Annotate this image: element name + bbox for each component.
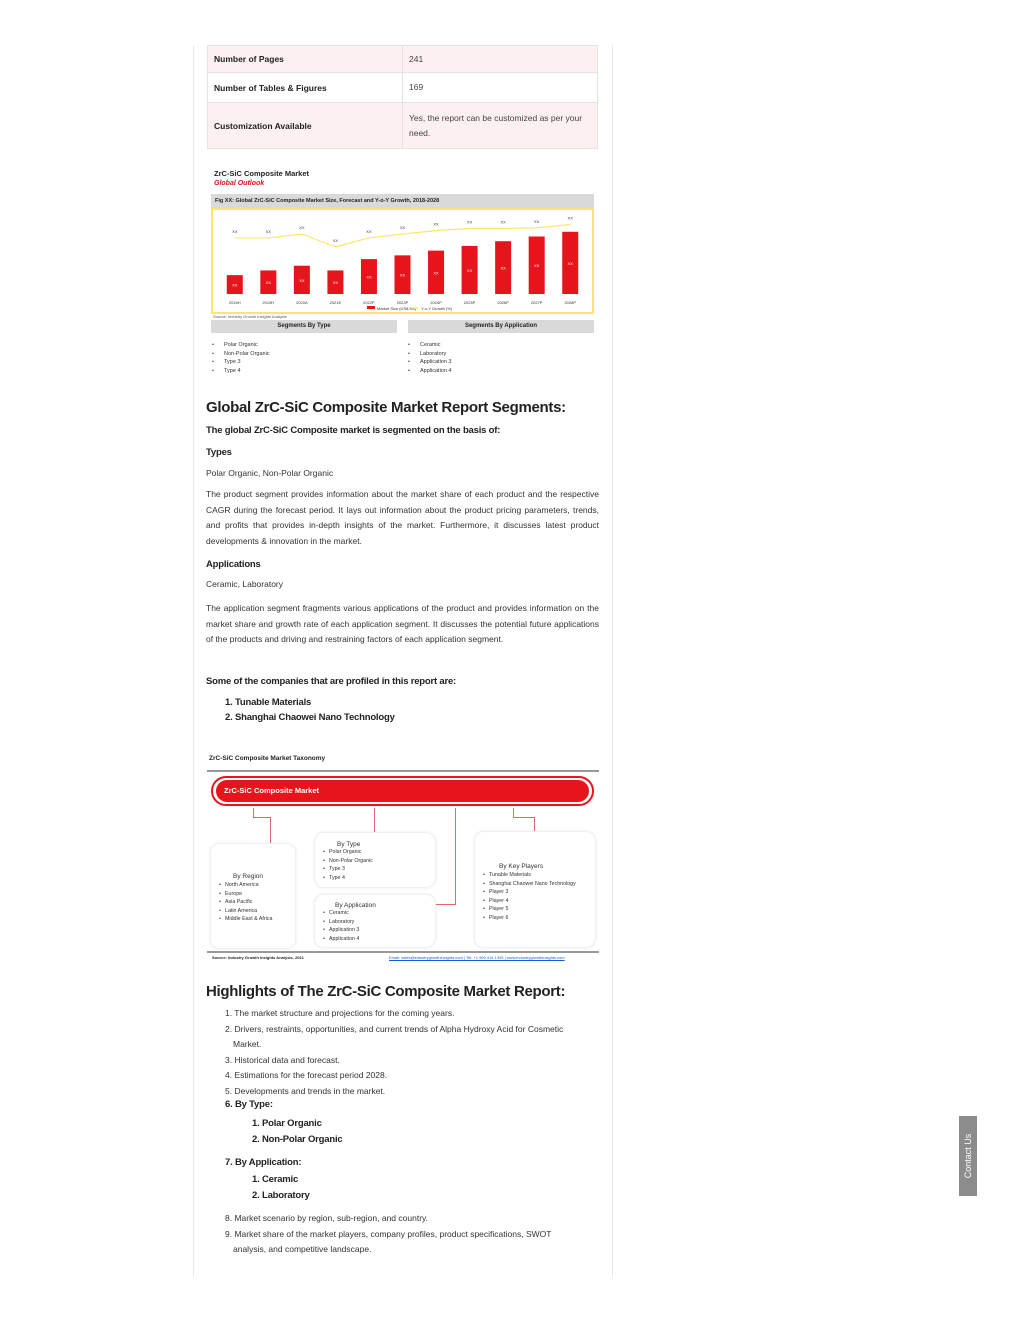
- line-data-label: XX: [299, 225, 305, 230]
- bar-data-label: XX: [332, 280, 339, 286]
- list-item: • Application 4: [408, 367, 452, 376]
- connector-line: [434, 904, 456, 905]
- segments-intro: The global ZrC-SiC Composite market is segmented on the basis of:: [206, 425, 501, 436]
- connector-line: [513, 808, 514, 817]
- by-type-heading: 6. By Type:: [225, 1099, 273, 1110]
- list-item: • Latin America: [215, 907, 295, 916]
- list-item: • Middle East & Africa: [215, 915, 295, 924]
- line-data-label: XX: [366, 228, 372, 234]
- table-value: Yes, the report can be customized as per your need.: [403, 103, 598, 149]
- list-item: 1. Polar Organic: [252, 1118, 322, 1129]
- list-item: • Ceramic: [408, 341, 452, 350]
- legend-label: Y-o-Y Growth (%): [421, 306, 453, 311]
- list-item: • North America: [215, 881, 295, 890]
- list-item: 8. Market scenario by region, sub-region, and country.: [225, 1213, 429, 1223]
- taxonomy-players-box: [474, 831, 596, 948]
- legend-label: Market Size (US$ Mn): [377, 306, 417, 311]
- segment-type-list: [212, 341, 270, 375]
- applications-heading: Applications: [206, 559, 261, 570]
- chart-source: Source: Industry Growth Insights Analysis: [213, 314, 287, 319]
- list-item: 2. Laboratory: [252, 1190, 310, 1201]
- line-data-label: XX: [466, 219, 473, 225]
- list-item: 5. Developments and trends in the market.: [225, 1085, 386, 1096]
- connector-line: [253, 817, 271, 818]
- list-item: • Laboratory: [319, 918, 435, 927]
- types-heading: Types: [206, 447, 232, 458]
- line-data-label: XX: [567, 215, 573, 221]
- company-item: 2. Shanghai Chaowei Nano Technology: [225, 712, 395, 723]
- table-value: 241: [403, 46, 598, 73]
- x-tick-label: 2023P: [396, 300, 409, 305]
- list-item: • Player 5: [479, 905, 595, 914]
- highlights-heading: Highlights of The ZrC-SiC Composite Market Report:: [206, 983, 566, 1000]
- x-tick-label: 2022P: [363, 300, 375, 305]
- table-value: 169: [403, 73, 598, 103]
- bar-data-label: XX: [299, 277, 305, 283]
- taxonomy-region-box: [210, 843, 296, 949]
- table-row: [208, 103, 598, 149]
- company-item: 1. Tunable Materials: [225, 697, 312, 708]
- list-item: 2. Non-Polar Organic: [252, 1134, 343, 1145]
- taxonomy-application-box: [314, 894, 436, 948]
- applications-paragraph: The application segment fragments various applications of the product and provides information on the market share and growth rate of each application segment. It discusses the potential future applications of the products and driving and restraining factors of each application segment.: [206, 603, 599, 645]
- bar-data-label: XX: [399, 272, 406, 278]
- list-item: • Tunable Materials: [479, 871, 595, 880]
- application-list: [315, 909, 435, 943]
- x-tick-label: 2020A: [296, 300, 308, 305]
- x-tick-label: 2027P: [530, 300, 543, 305]
- list-item: 4. Estimations for the forecast period 2028.: [225, 1070, 388, 1080]
- x-tick-label: 2021E: [329, 300, 342, 305]
- market-size-chart: [213, 210, 592, 312]
- x-tick-label: 2024P: [430, 300, 442, 305]
- table-label: Number of Pages: [208, 46, 403, 73]
- chart-block-title: ZrC-SiC Composite Market: [214, 169, 310, 178]
- taxonomy-contact-link[interactable]: Email: sales@industrygrowthinsights.com | Tel: +1 909 414 1393 | www.industrygrowthinsights.com: [389, 955, 565, 960]
- table-label: Number of Tables & Figures: [208, 73, 403, 103]
- x-tick-label: 2025P: [463, 300, 476, 305]
- segments-by-type-header: Segments By Type: [211, 320, 397, 333]
- list-item: • Polar Organic: [319, 848, 435, 857]
- taxonomy-source: Source: Industry Growth Insights Analysis, 2021: [212, 955, 304, 960]
- bar-data-label: XX: [433, 270, 439, 276]
- types-text: Polar Organic, Non-Polar Organic: [206, 468, 334, 478]
- connector-line: [455, 808, 456, 904]
- line-data-label: XX: [232, 228, 238, 234]
- chart-block-subtitle: Global Outlook: [214, 180, 265, 187]
- bar-data-label: XX: [466, 267, 473, 273]
- bar-data-label: XX: [534, 263, 540, 269]
- line-data-label: XX: [399, 225, 406, 230]
- list-item: • Shanghai Chaowei Nano Technology: [479, 880, 595, 889]
- table-label: Customization Available: [208, 103, 403, 149]
- list-item: • Type 4: [212, 367, 270, 376]
- list-item: • Non-Polar Organic: [319, 857, 435, 866]
- list-item: • Application 3: [408, 358, 452, 367]
- types-paragraph: The product segment provides information about the market share of each product and the respective CAGR during the forecast period. It lays out information about the product pricing parameters, trends, and profits that provides in-depth insights of the market. Furthermore, it discusses latest product developments & innovation in the market.: [206, 489, 599, 546]
- list-item: 1. Ceramic: [252, 1174, 299, 1185]
- list-item: • Type 3: [319, 865, 435, 874]
- list-item: • Polar Organic: [212, 341, 270, 350]
- bar-data-label: XX: [232, 282, 238, 288]
- left-page-border: [193, 45, 194, 1277]
- right-page-border: [612, 45, 613, 1277]
- legend-swatch-bar: [367, 306, 375, 309]
- connector-line: [534, 817, 535, 831]
- segment-application-list: [408, 341, 452, 375]
- connector-line: [270, 817, 271, 843]
- table-row: [208, 46, 598, 73]
- contact-us-label: Contact Us: [963, 1133, 973, 1179]
- x-tick-label: 2018H: [228, 300, 241, 305]
- line-data-label: XX: [500, 219, 506, 225]
- region-title: By Region: [233, 873, 263, 880]
- report-segments-heading: Global ZrC-SiC Composite Market Report Segments:: [206, 399, 566, 416]
- line-data-label: XX: [265, 228, 271, 234]
- contact-us-tab[interactable]: [959, 1116, 977, 1196]
- list-item: analysis, and competitive landscape.: [233, 1244, 372, 1254]
- players-list: [475, 871, 595, 922]
- applications-text: Ceramic, Laboratory: [206, 579, 284, 589]
- chart-frame: [211, 208, 594, 314]
- taxonomy-title: ZrC-SiC Composite Market Taxonomy: [209, 755, 326, 762]
- connector-line: [374, 808, 375, 832]
- figure-caption: Fig XX: Global ZrC-SiC Composite Market Size, Forecast and Y-o-Y Growth, 2018-2028: [211, 194, 594, 208]
- list-item: • Laboratory: [408, 350, 452, 359]
- highlights-more-list: [225, 1211, 551, 1258]
- x-tick-label: 2026P: [497, 300, 509, 305]
- highlights-list: [225, 1006, 563, 1099]
- list-item: • Type 4: [319, 874, 435, 883]
- list-item: • Player 6: [479, 914, 595, 923]
- connector-line: [513, 817, 534, 818]
- list-item: 9. Market share of the market players, company profiles, product specifications, SWOT: [225, 1228, 552, 1239]
- line-data-label: XX: [433, 221, 439, 227]
- list-item: 2. Drivers, restraints, opportunities, and current trends of Alpha Hydroxy Acid for Cosmetic: [225, 1023, 564, 1034]
- type-list: [315, 848, 435, 882]
- taxonomy-root: ZrC-SiC Composite Market: [216, 780, 589, 802]
- taxonomy-type-box: [314, 832, 436, 888]
- list-item: • Ceramic: [319, 909, 435, 918]
- taxonomy-bottom-rule: [207, 951, 599, 953]
- list-item: 3. Historical data and forecast.: [225, 1054, 340, 1065]
- region-list: [211, 881, 295, 924]
- line-data-label: XX: [534, 218, 540, 224]
- list-item: • Player 3: [479, 888, 595, 897]
- list-item: • Europe: [215, 890, 295, 899]
- bar-data-label: XX: [366, 274, 372, 280]
- list-item: • Type 3: [212, 358, 270, 367]
- list-item: • Application 4: [319, 935, 435, 944]
- list-item: • Player 4: [479, 897, 595, 906]
- companies-heading: Some of the companies that are profiled in this report are:: [206, 676, 457, 687]
- bar-data-label: XX: [567, 260, 573, 266]
- x-tick-label: 2019H: [262, 300, 275, 305]
- report-details-table: [207, 45, 598, 149]
- table-row: [208, 73, 598, 103]
- segments-by-application-header: Segments By Application: [408, 320, 594, 333]
- type-title: By Type: [337, 841, 361, 848]
- list-item: • Asia Pacific: [215, 898, 295, 907]
- list-item: • Non-Polar Organic: [212, 350, 270, 359]
- list-item: Market.: [233, 1039, 262, 1049]
- players-title: By Key Players: [499, 863, 544, 870]
- list-item: 1. The market structure and projections for the coming years.: [225, 1008, 455, 1018]
- x-tick-label: 2028P: [564, 300, 577, 305]
- connector-line: [253, 808, 254, 817]
- bar-data-label: XX: [500, 265, 506, 271]
- line-data-label: XX: [332, 237, 339, 243]
- by-application-heading: 7. By Application:: [225, 1157, 302, 1168]
- application-title: By Application: [335, 902, 376, 909]
- taxonomy-top-rule: [207, 770, 599, 772]
- list-item: • Application 3: [319, 926, 435, 935]
- bar-data-label: XX: [265, 280, 271, 286]
